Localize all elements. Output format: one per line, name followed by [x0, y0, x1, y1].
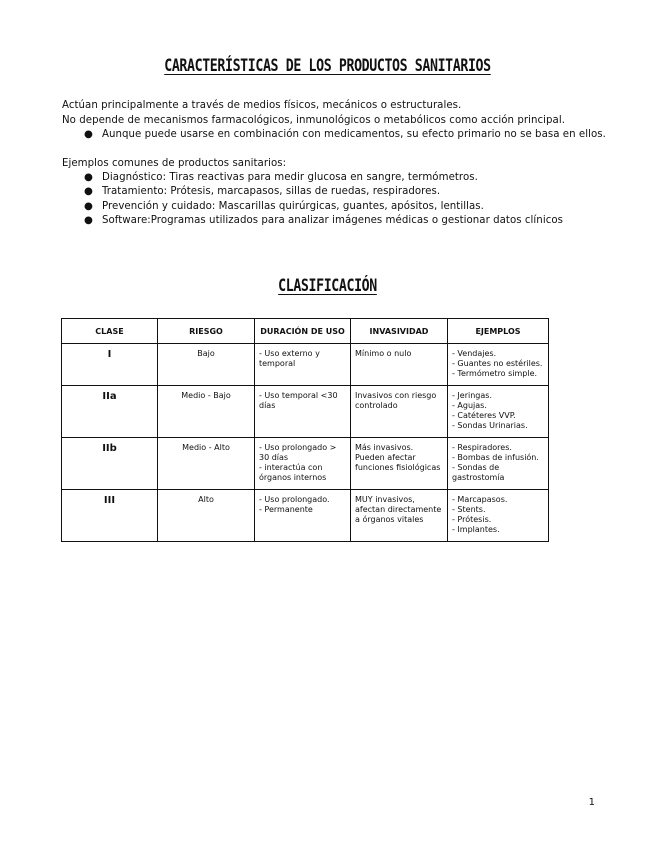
cell-riesgo: Medio - Alto	[158, 438, 255, 490]
cell-riesgo: Alto	[158, 490, 255, 542]
page-number: 1	[588, 797, 595, 808]
cell-ejemplos-line: - Stents.	[452, 505, 486, 514]
example-item: Prevención y cuidado: Mascarillas quirúrgicas, guantes, apósitos, lentillas.	[102, 201, 484, 212]
table-row	[62, 438, 549, 490]
cell-duracion	[255, 438, 351, 490]
cell-ejemplos-line: - Termómetro simple.	[452, 369, 538, 378]
cell-duracion	[255, 490, 351, 542]
cell-duracion-line: - Permanente	[259, 505, 313, 514]
cell-ejemplos	[448, 344, 549, 386]
cell-invasividad	[351, 438, 448, 490]
header-clase: CLASE	[62, 319, 158, 344]
cell-clase: IIb	[62, 438, 158, 490]
cell-invasividad-line: Mínimo o nulo	[355, 349, 412, 358]
cell-invasividad-line: MUY invasivos, afectan directamente a órganos vitales	[355, 495, 442, 524]
table-row	[62, 490, 549, 542]
cell-duracion-line: - interactúa con órganos internos	[259, 463, 327, 482]
cell-clase: I	[62, 344, 158, 386]
cell-duracion-line: - Uso prolongado > 30 días	[259, 443, 337, 462]
classification-table	[61, 318, 549, 542]
example-item: Diagnóstico: Tiras reactivas para medir glucosa en sangre, termómetros.	[102, 172, 478, 183]
header-invasividad: INVASIVIDAD	[351, 319, 448, 344]
cell-invasividad	[351, 344, 448, 386]
cell-ejemplos-line: - Bombas de infusión.	[452, 453, 539, 462]
bullet-icon: ●	[84, 186, 93, 197]
cell-ejemplos-line: - Implantes.	[452, 525, 500, 534]
cell-clase: IIa	[62, 386, 158, 438]
header-ejemplos: EJEMPLOS	[448, 319, 549, 344]
cell-clase: III	[62, 490, 158, 542]
cell-invasividad-line: Invasivos con riesgo controlado	[355, 391, 437, 410]
table-header-row	[62, 319, 549, 344]
intro-bullet-text: Aunque puede usarse en combinación con medicamentos, su efecto primario no se basa en ellos.	[102, 129, 606, 140]
bullet-icon: ●	[84, 215, 93, 226]
cell-duracion-line: - Uso prolongado.	[259, 495, 330, 504]
cell-ejemplos-line: - Respiradores.	[452, 443, 512, 452]
cell-ejemplos	[448, 490, 549, 542]
table-row	[62, 386, 549, 438]
header-riesgo: RIESGO	[158, 319, 255, 344]
cell-riesgo: Medio - Bajo	[158, 386, 255, 438]
header-duracion: DURACIÓN DE USO	[255, 319, 351, 344]
bullet-icon: ●	[84, 172, 93, 183]
example-item: Software:Programas utilizados para analizar imágenes médicas o gestionar datos clínicos	[102, 215, 563, 226]
cell-ejemplos-line: - Jeringas.	[452, 391, 492, 400]
cell-ejemplos-line: - Vendajes.	[452, 349, 497, 358]
cell-duracion-line: - Uso externo y temporal	[259, 349, 320, 368]
cell-duracion	[255, 386, 351, 438]
classification-title: CLASIFICACIÓN	[278, 276, 377, 296]
intro-line-1: Actúan principalmente a través de medios físicos, mecánicos o estructurales.	[62, 100, 462, 111]
cell-invasividad-line: Pueden afectar funciones fisiológicas	[355, 453, 441, 472]
page-title: CARACTERÍSTICAS DE LOS PRODUCTOS SANITARIOS	[164, 56, 491, 76]
bullet-icon: ●	[84, 129, 93, 140]
cell-ejemplos-line: - Marcapasos.	[452, 495, 508, 504]
cell-ejemplos-line: - Sondas de gastrostomía	[452, 463, 505, 482]
cell-ejemplos-line: - Catéteres VVP.	[452, 411, 516, 420]
cell-ejemplos-line: - Sondas Urinarias.	[452, 421, 528, 430]
cell-riesgo: Bajo	[158, 344, 255, 386]
bullet-icon: ●	[84, 201, 93, 212]
intro-line-2: No depende de mecanismos farmacológicos, inmunológicos o metabólicos como acción principal.	[62, 115, 565, 126]
examples-heading: Ejemplos comunes de productos sanitarios:	[62, 158, 287, 169]
cell-invasividad-line: Más invasivos.	[355, 443, 414, 452]
cell-invasividad	[351, 386, 448, 438]
cell-duracion-line: - Uso temporal <30 días	[259, 391, 338, 410]
cell-ejemplos	[448, 386, 549, 438]
cell-ejemplos-line: - Guantes no estériles.	[452, 359, 543, 368]
table-row	[62, 344, 549, 386]
cell-ejemplos-line: - Prótesis.	[452, 515, 492, 524]
cell-ejemplos	[448, 438, 549, 490]
cell-ejemplos-line: - Agujas.	[452, 401, 487, 410]
cell-duracion	[255, 344, 351, 386]
example-item: Tratamiento: Prótesis, marcapasos, sillas de ruedas, respiradores.	[102, 186, 441, 197]
cell-invasividad	[351, 490, 448, 542]
